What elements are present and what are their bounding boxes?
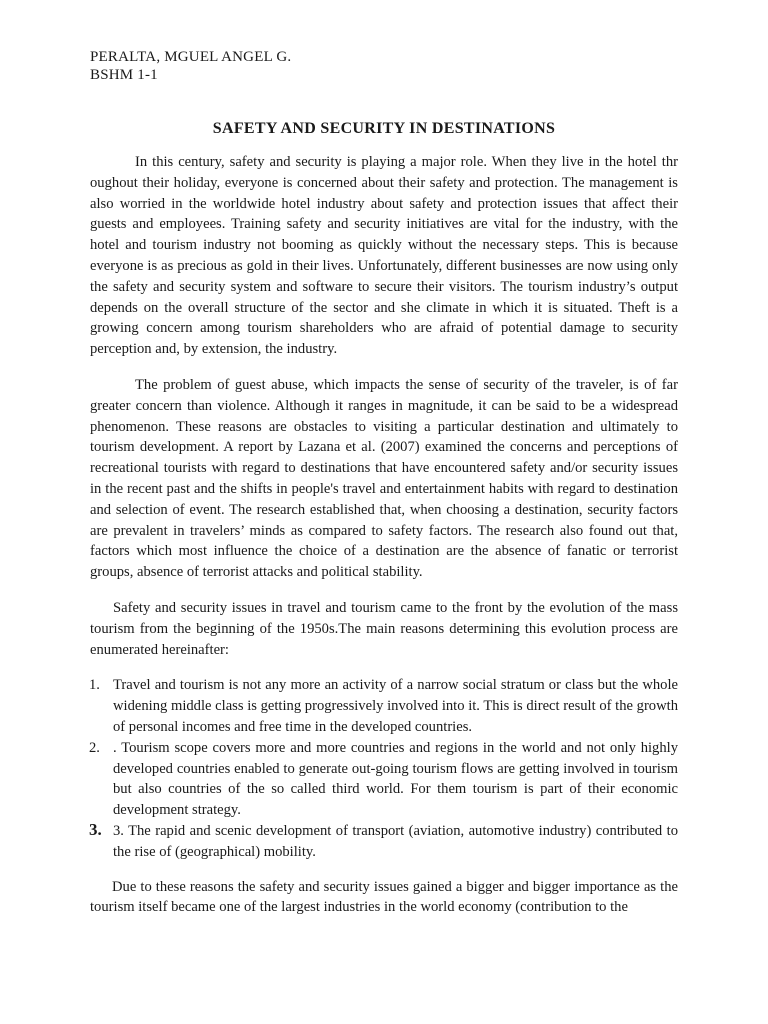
list-item — [90, 738, 678, 821]
list-item — [90, 675, 678, 737]
list-item-text: 3. The rapid and scenic development of transport (aviation, automotive industry) contributed to the rise of (geographical) mobility. — [113, 822, 678, 860]
author-name: PERALTA, MGUEL ANGEL G. — [90, 49, 292, 65]
paragraph-1: In this century, safety and security is playing a major role. When they live in the hotel thr oughout their holiday, everyone is concerned about their safety and protection. The management is also worried in the worldwide hotel industry about safety and protection issues that affect their guests and employees. Training safety and security initiatives are vital for the industry, with the hotel and tourism industry not booming as quickly without the necessary steps. This is because everyone is as precious as gold in their lives. Unfortunately, different businesses are now using only the safety and security system and software to secure their visitors. The tourism industry’s output depends on the overall structure of the sector and she climate in which it is situated. Theft is a growing concern among tourism shareholders who are afraid of potential damage to security perception and, by extension, the industry. — [90, 154, 678, 358]
document-body — [90, 152, 678, 918]
list-item-number: 3. — [89, 819, 102, 839]
paragraph-2: The problem of guest abuse, which impacts the sense of security of the traveler, is of far greater concern than violence. Although it ranges in magnitude, it can be said to be a widespread phenomenon. These reasons are obstacles to visiting a particular destination and ultimately to tourism development. A report by Lazana et al. (2007) examined the concerns and perceptions of recreational tourists with regard to destinations that have encountered safety and/or security issues in the recent past and the shifts in people's travel and entertainment habits with regard to destination and selection of event. The research established that, when choosing a destination, security factors are prevalent in travelers’ minds as compared to safety factors. The research also found out that, factors which most influence the choice of a destination are the absence of fanatic or terrorist groups, absence of terrorist attacks and political stability. — [90, 376, 678, 581]
list-item-text: Travel and tourism is not any more an activity of a narrow social stratum or class but the whole widening middle class is getting progressively involved into it. This is direct result of the growth of personal incomes and free time in the developed countries. — [113, 677, 678, 735]
paragraph-3: Safety and security issues in travel and tourism came to the front by the evolution of the mass tourism from the beginning of the 1950s.The main reasons determining this evolution process are enumerated hereinafter: — [90, 599, 678, 658]
list-item-number: 1. — [89, 677, 100, 694]
list-item-number: 2. — [89, 739, 100, 756]
list-item-text: . Tourism scope covers more and more countries and regions in the world and not only highly developed countries enabled to generate out-going tourism flows are getting involved in tourism but also countries of the so called third world. For them tourism is part of their economic development strategy. — [113, 739, 678, 819]
paragraph-4: Due to these reasons the safety and security issues gained a bigger and bigger importance as the tourism itself became one of the largest industries in the world economy (contribution to the — [90, 878, 678, 916]
list-item — [90, 821, 678, 863]
reasons-list — [90, 675, 678, 862]
class-section: BSHM 1-1 — [90, 67, 158, 83]
document-page — [90, 48, 678, 933]
document-title: SAFETY AND SECURITY IN DESTINATIONS — [212, 120, 556, 137]
